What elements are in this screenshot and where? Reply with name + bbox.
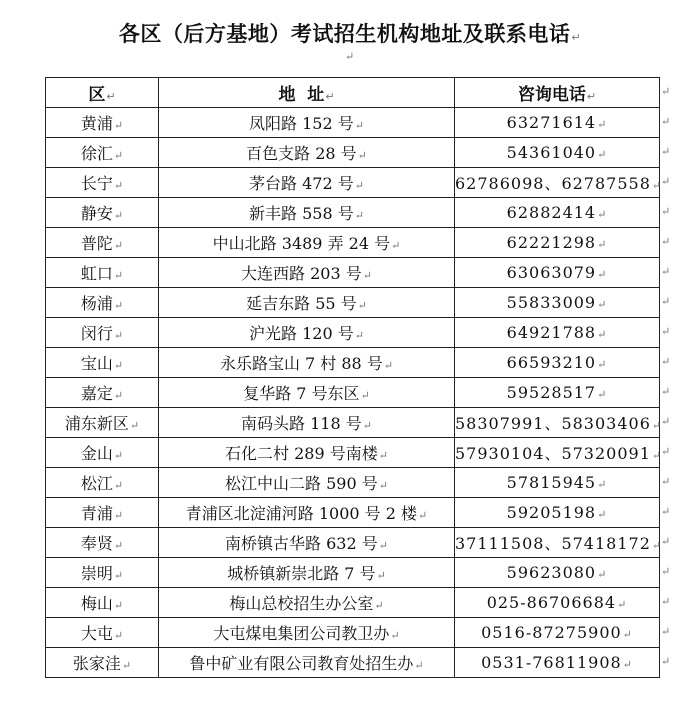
cell-mark-icon: ↵ xyxy=(113,179,124,192)
phone-cell-text: 54361040 xyxy=(506,143,597,162)
cell-mark-icon: ↵ xyxy=(113,509,124,522)
phone-cell-text: 59528517 xyxy=(506,383,597,402)
address-cell xyxy=(159,378,455,408)
district-cell-text: 虹口 xyxy=(80,264,113,283)
address-cell xyxy=(159,138,455,168)
address-cell xyxy=(159,408,455,438)
cell-mark-icon: ↵ xyxy=(597,478,608,491)
address-cell xyxy=(159,558,455,588)
cell-mark-icon: ↵ xyxy=(113,359,124,372)
row-end-mark-icon: ↵ xyxy=(661,475,671,488)
row-end-mark-icon: ↵ xyxy=(661,205,671,218)
paragraph-mark-icon: ↵ xyxy=(345,50,355,63)
address-cell-text: 鲁中矿业有限公司教育处招生办 xyxy=(189,654,414,673)
address-cell-text: 松江中山二路 590 号 xyxy=(225,474,378,493)
phone-cell xyxy=(455,468,660,498)
phone-cell-text: 0531-76811908 xyxy=(481,653,622,672)
cell-mark-icon: ↵ xyxy=(357,299,367,312)
phone-cell-text: 63063079 xyxy=(506,263,597,282)
district-cell-text: 张家洼 xyxy=(72,654,121,673)
district-cell-text: 金山 xyxy=(80,444,113,463)
cell-mark-icon: ↵ xyxy=(651,179,663,192)
row-end-mark-icon: ↵ xyxy=(661,175,671,188)
phone-cell xyxy=(455,498,660,528)
table-row xyxy=(46,588,660,618)
cell-mark-icon: ↵ xyxy=(113,599,124,612)
cell-mark-icon: ↵ xyxy=(113,119,124,132)
district-cell-text: 大屯 xyxy=(80,624,113,643)
phone-cell-text: 37111508、57418172 xyxy=(455,534,651,553)
district-cell-text: 静安 xyxy=(80,204,113,223)
cell-mark-icon: ↵ xyxy=(113,209,124,222)
table-row xyxy=(46,138,660,168)
cell-mark-icon: ↵ xyxy=(597,358,608,371)
phone-cell-text: 63271614 xyxy=(506,113,597,132)
phone-cell xyxy=(455,348,660,378)
cell-mark-icon: ↵ xyxy=(597,298,608,311)
district-cell xyxy=(46,558,159,588)
row-end-mark-icon: ↵ xyxy=(661,295,671,308)
cell-mark-icon: ↵ xyxy=(378,479,388,492)
phone-cell xyxy=(455,228,660,258)
row-end-mark-icon: ↵ xyxy=(661,565,671,578)
address-cell xyxy=(159,348,455,378)
phone-cell-text: 58307991、58303406 xyxy=(455,414,651,433)
phone-cell xyxy=(455,408,663,438)
cell-mark-icon: ↵ xyxy=(113,389,124,402)
district-cell-text: 闵行 xyxy=(80,324,113,343)
header-phone: 咨询电话↵ xyxy=(455,78,660,108)
row-end-mark-icon: ↵ xyxy=(661,115,671,128)
address-cell-text: 凤阳路 152 号 xyxy=(249,114,354,133)
address-cell-text: 南码头路 118 号 xyxy=(241,414,362,433)
district-cell-text: 宝山 xyxy=(80,354,113,373)
row-end-mark-icon: ↵ xyxy=(661,325,671,338)
phone-cell xyxy=(455,528,663,558)
table-row xyxy=(46,648,660,678)
address-cell-text: 百色支路 28 号 xyxy=(246,144,357,163)
cell-mark-icon: ↵ xyxy=(106,90,116,103)
cell-mark-icon: ↵ xyxy=(586,90,597,103)
address-cell-text: 复华路 7 号东区 xyxy=(243,384,360,403)
address-cell xyxy=(159,228,455,258)
cell-mark-icon: ↵ xyxy=(113,539,124,552)
table-row xyxy=(46,438,660,468)
cell-mark-icon: ↵ xyxy=(325,90,335,103)
address-cell xyxy=(159,438,455,468)
address-cell xyxy=(159,288,455,318)
cell-mark-icon: ↵ xyxy=(597,568,608,581)
district-cell-text: 普陀 xyxy=(80,234,113,253)
table-row xyxy=(46,258,660,288)
cell-mark-icon: ↵ xyxy=(357,149,367,162)
phone-cell xyxy=(455,108,660,138)
table-row xyxy=(46,318,660,348)
district-cell xyxy=(46,108,159,138)
address-cell xyxy=(159,468,455,498)
cell-mark-icon: ↵ xyxy=(597,268,608,281)
row-end-mark-icon: ↵ xyxy=(661,625,671,638)
cell-mark-icon: ↵ xyxy=(113,269,124,282)
table-row xyxy=(46,108,660,138)
phone-cell-text: 59623080 xyxy=(506,563,597,582)
row-end-mark-icon: ↵ xyxy=(661,415,671,428)
cell-mark-icon: ↵ xyxy=(597,238,608,251)
cell-mark-icon: ↵ xyxy=(354,119,364,132)
cell-mark-icon: ↵ xyxy=(113,329,124,342)
address-cell xyxy=(159,618,455,648)
row-end-mark-icon: ↵ xyxy=(661,385,671,398)
address-cell-text: 新丰路 558 号 xyxy=(249,204,354,223)
cell-mark-icon: ↵ xyxy=(597,208,608,221)
phone-cell xyxy=(455,378,660,408)
cell-mark-icon: ↵ xyxy=(597,148,608,161)
row-end-mark-icon: ↵ xyxy=(661,235,671,248)
district-cell xyxy=(46,198,159,228)
cell-mark-icon: ↵ xyxy=(414,659,424,672)
district-cell xyxy=(46,168,159,198)
district-cell xyxy=(46,138,159,168)
address-cell xyxy=(159,168,455,198)
cell-mark-icon: ↵ xyxy=(121,659,132,672)
phone-cell-text: 62882414 xyxy=(506,203,597,222)
row-end-mark-icon: ↵ xyxy=(661,265,671,278)
district-cell xyxy=(46,468,159,498)
phone-cell-text: 55833009 xyxy=(506,293,597,312)
cell-mark-icon: ↵ xyxy=(617,598,628,611)
district-cell-text: 浦东新区 xyxy=(64,414,129,433)
header-district: 区↵ xyxy=(46,78,159,108)
table-row xyxy=(46,468,660,498)
table-row xyxy=(46,528,660,558)
district-cell xyxy=(46,378,159,408)
address-cell-text: 永乐路宝山 7 村 88 号 xyxy=(219,354,383,373)
phone-cell-text: 0516-87275900 xyxy=(481,623,622,642)
address-cell-text: 石化二村 289 号南楼 xyxy=(225,444,378,463)
phone-cell xyxy=(455,198,660,228)
cell-mark-icon: ↵ xyxy=(354,209,364,222)
cell-mark-icon: ↵ xyxy=(374,599,384,612)
address-cell xyxy=(159,258,455,288)
row-end-mark-icon: ↵ xyxy=(661,445,671,458)
district-cell-text: 崇明 xyxy=(80,564,113,583)
cell-mark-icon: ↵ xyxy=(362,419,372,432)
district-cell xyxy=(46,498,159,528)
address-cell xyxy=(159,528,455,558)
district-cell-text: 青浦 xyxy=(80,504,113,523)
phone-cell xyxy=(455,318,660,348)
cell-mark-icon: ↵ xyxy=(390,629,400,642)
address-cell-text: 南桥镇古华路 632 号 xyxy=(225,534,378,553)
cell-mark-icon: ↵ xyxy=(354,179,364,192)
cell-mark-icon: ↵ xyxy=(113,299,124,312)
table-row xyxy=(46,408,660,438)
phone-cell xyxy=(455,138,660,168)
cell-mark-icon: ↵ xyxy=(362,269,372,282)
row-end-mark-icon: ↵ xyxy=(661,85,671,98)
district-cell xyxy=(46,648,159,678)
phone-cell xyxy=(455,168,663,198)
table-row xyxy=(46,498,660,528)
row-end-mark-icon: ↵ xyxy=(661,535,671,548)
table-header-row xyxy=(46,78,660,108)
district-cell-text: 梅山 xyxy=(80,594,113,613)
cell-mark-icon: ↵ xyxy=(129,419,140,432)
row-end-mark-icon: ↵ xyxy=(661,655,671,668)
table-row xyxy=(46,168,660,198)
cell-mark-icon: ↵ xyxy=(378,539,388,552)
cell-mark-icon: ↵ xyxy=(378,449,388,462)
cell-mark-icon: ↵ xyxy=(418,509,428,522)
district-cell-text: 嘉定 xyxy=(80,384,113,403)
address-cell xyxy=(159,648,455,678)
phone-cell xyxy=(455,438,663,468)
address-cell xyxy=(159,588,455,618)
cell-mark-icon: ↵ xyxy=(597,328,608,341)
row-end-mark-icon: ↵ xyxy=(661,355,671,368)
table-row xyxy=(46,618,660,648)
row-end-mark-icon: ↵ xyxy=(661,595,671,608)
table-row xyxy=(46,228,660,258)
address-cell-text: 梅山总校招生办公室 xyxy=(229,594,374,613)
district-cell-text: 松江 xyxy=(80,474,113,493)
cell-mark-icon: ↵ xyxy=(622,628,633,641)
district-cell-text: 杨浦 xyxy=(80,294,113,313)
phone-cell xyxy=(455,558,660,588)
phone-cell-text: 62786098、62787558 xyxy=(455,174,651,193)
cell-mark-icon: ↵ xyxy=(113,149,124,162)
contact-table xyxy=(45,77,663,678)
row-end-mark-icon: ↵ xyxy=(661,145,671,158)
address-cell-text: 青浦区北淀浦河路 1000 号 2 楼 xyxy=(185,504,418,523)
address-cell xyxy=(159,198,455,228)
cell-mark-icon: ↵ xyxy=(597,118,608,131)
district-cell-text: 长宁 xyxy=(80,174,113,193)
address-cell-text: 大屯煤电集团公司教卫办 xyxy=(213,624,390,643)
district-cell xyxy=(46,588,159,618)
cell-mark-icon: ↵ xyxy=(113,629,124,642)
phone-cell xyxy=(455,288,660,318)
address-cell-text: 大连西路 203 号 xyxy=(241,264,362,283)
address-cell-text: 城桥镇新崇北路 7 号 xyxy=(227,564,376,583)
address-cell-text: 中山北路 3489 弄 24 号 xyxy=(212,234,391,253)
cell-mark-icon: ↵ xyxy=(391,239,401,252)
cell-mark-icon: ↵ xyxy=(651,449,663,462)
district-cell xyxy=(46,258,159,288)
cell-mark-icon: ↵ xyxy=(113,449,124,462)
phone-cell-text: 62221298 xyxy=(506,233,597,252)
district-cell xyxy=(46,348,159,378)
cell-mark-icon: ↵ xyxy=(651,419,663,432)
table-row xyxy=(46,288,660,318)
cell-mark-icon: ↵ xyxy=(597,388,608,401)
phone-cell-text: 57815945 xyxy=(506,473,597,492)
address-cell-text: 茅台路 472 号 xyxy=(249,174,354,193)
district-cell-text: 徐汇 xyxy=(80,144,113,163)
district-cell xyxy=(46,408,159,438)
cell-mark-icon: ↵ xyxy=(651,539,663,552)
phone-cell-text: 57930104、57320091 xyxy=(455,444,651,463)
cell-mark-icon: ↵ xyxy=(113,569,124,582)
address-cell xyxy=(159,108,455,138)
phone-cell xyxy=(455,618,660,648)
district-cell xyxy=(46,318,159,348)
header-address: 地 址↵ xyxy=(159,78,455,108)
table-row xyxy=(46,378,660,408)
address-cell-text: 沪光路 120 号 xyxy=(249,324,354,343)
table-row xyxy=(46,198,660,228)
phone-cell-text: 025-86706684 xyxy=(486,593,617,612)
cell-mark-icon: ↵ xyxy=(622,658,633,671)
district-cell xyxy=(46,288,159,318)
document-title xyxy=(0,18,700,48)
table-row xyxy=(46,348,660,378)
district-cell xyxy=(46,618,159,648)
cell-mark-icon: ↵ xyxy=(376,569,386,582)
phone-cell-text: 64921788 xyxy=(506,323,597,342)
district-cell-text: 黄浦 xyxy=(80,114,113,133)
cell-mark-icon: ↵ xyxy=(383,359,394,372)
district-cell xyxy=(46,438,159,468)
phone-cell xyxy=(455,258,660,288)
district-cell xyxy=(46,228,159,258)
cell-mark-icon: ↵ xyxy=(113,239,124,252)
phone-cell-text: 59205198 xyxy=(506,503,597,522)
paragraph-mark-icon: ↵ xyxy=(571,31,582,44)
district-cell xyxy=(46,528,159,558)
phone-cell xyxy=(455,648,660,678)
cell-mark-icon: ↵ xyxy=(360,389,370,402)
table-row xyxy=(46,558,660,588)
cell-mark-icon: ↵ xyxy=(113,479,124,492)
address-cell xyxy=(159,498,455,528)
cell-mark-icon: ↵ xyxy=(597,508,608,521)
address-cell xyxy=(159,318,455,348)
cell-mark-icon: ↵ xyxy=(354,329,364,342)
address-cell-text: 延吉东路 55 号 xyxy=(246,294,357,313)
district-cell-text: 奉贤 xyxy=(80,534,113,553)
phone-cell-text: 66593210 xyxy=(506,353,597,372)
title-text: 各区（后方基地）考试招生机构地址及联系电话 xyxy=(118,22,571,46)
row-end-mark-icon: ↵ xyxy=(661,505,671,518)
phone-cell xyxy=(455,588,660,618)
